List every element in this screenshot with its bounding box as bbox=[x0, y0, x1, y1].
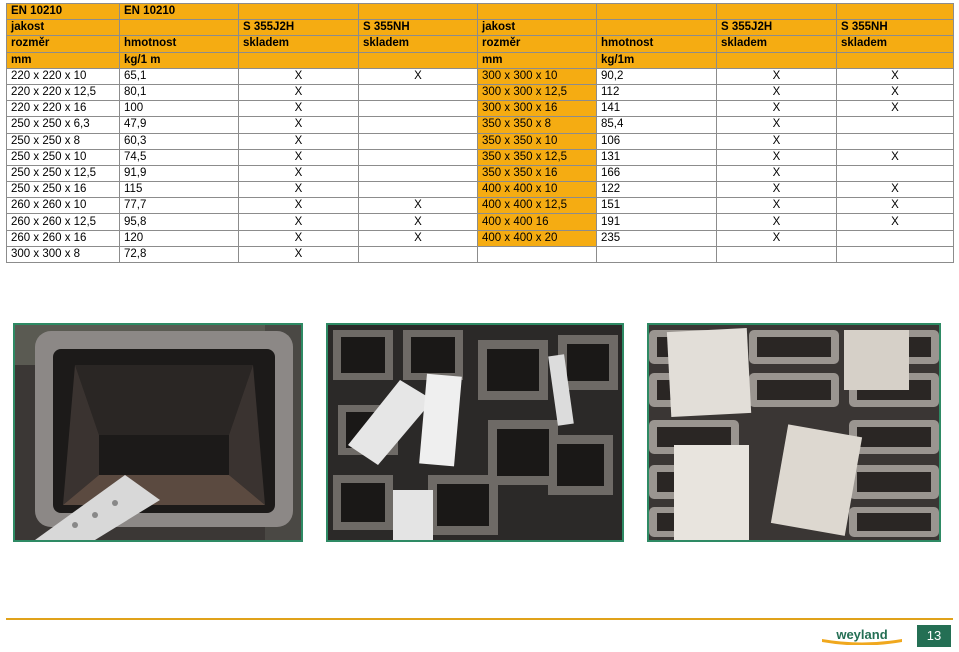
header-cell: S 355NH bbox=[837, 20, 954, 36]
table-cell: 141 bbox=[597, 101, 717, 117]
header-row bbox=[7, 20, 954, 36]
table-cell bbox=[359, 246, 478, 262]
table-row bbox=[7, 165, 954, 181]
table-cell: X bbox=[717, 149, 837, 165]
header-cell: rozměr bbox=[478, 36, 597, 52]
table-cell: 151 bbox=[597, 198, 717, 214]
table-cell: 122 bbox=[597, 182, 717, 198]
table-cell: 400 x 400 x 12,5 bbox=[478, 198, 597, 214]
table-row bbox=[7, 101, 954, 117]
table-cell: X bbox=[239, 117, 359, 133]
table-cell bbox=[359, 84, 478, 100]
table-cell: X bbox=[837, 198, 954, 214]
header-cell: skladem bbox=[717, 36, 837, 52]
table-cell: 400 x 400 16 bbox=[478, 214, 597, 230]
table-cell: X bbox=[717, 198, 837, 214]
header-cell bbox=[239, 52, 359, 68]
table-cell bbox=[837, 133, 954, 149]
header-cell bbox=[478, 4, 597, 20]
table-cell: 300 x 300 x 16 bbox=[478, 101, 597, 117]
table-cell: X bbox=[717, 133, 837, 149]
table-row bbox=[7, 149, 954, 165]
header-cell: kg/1 m bbox=[120, 52, 239, 68]
table-cell: 350 x 350 x 12,5 bbox=[478, 149, 597, 165]
header-cell: S 355J2H bbox=[239, 20, 359, 36]
header-row bbox=[7, 52, 954, 68]
table-cell: X bbox=[717, 165, 837, 181]
photo-tube-stack-with-tags bbox=[326, 323, 624, 542]
table-cell: X bbox=[239, 101, 359, 117]
table-cell: X bbox=[239, 214, 359, 230]
table-cell bbox=[359, 117, 478, 133]
table-cell: X bbox=[837, 101, 954, 117]
table-row bbox=[7, 182, 954, 198]
table-cell: 166 bbox=[597, 165, 717, 181]
table-cell: 95,8 bbox=[120, 214, 239, 230]
photo-square-tube-end bbox=[13, 323, 303, 542]
table-cell bbox=[478, 246, 597, 262]
table-cell: X bbox=[717, 101, 837, 117]
table-cell bbox=[359, 133, 478, 149]
table-cell: 400 x 400 x 10 bbox=[478, 182, 597, 198]
header-cell bbox=[837, 4, 954, 20]
table-cell bbox=[837, 117, 954, 133]
header-cell: jakost bbox=[478, 20, 597, 36]
header-cell: hmotnost bbox=[597, 36, 717, 52]
header-cell: kg/1m bbox=[597, 52, 717, 68]
table-row bbox=[7, 133, 954, 149]
table-cell: X bbox=[239, 246, 359, 262]
header-cell bbox=[239, 4, 359, 20]
svg-text:weyland: weyland bbox=[836, 627, 888, 642]
header-cell bbox=[717, 52, 837, 68]
table-row bbox=[7, 214, 954, 230]
table-cell: 220 x 220 x 10 bbox=[7, 68, 120, 84]
table-cell: X bbox=[837, 149, 954, 165]
header-cell bbox=[120, 20, 239, 36]
table-cell: 90,2 bbox=[597, 68, 717, 84]
header-cell bbox=[837, 52, 954, 68]
table-cell: 300 x 300 x 8 bbox=[7, 246, 120, 262]
table-cell: 350 x 350 x 10 bbox=[478, 133, 597, 149]
table-cell bbox=[359, 101, 478, 117]
table-cell: X bbox=[239, 230, 359, 246]
table-cell: X bbox=[239, 198, 359, 214]
table-row bbox=[7, 230, 954, 246]
table-cell bbox=[837, 246, 954, 262]
table-cell: X bbox=[239, 84, 359, 100]
table-cell: 74,5 bbox=[120, 149, 239, 165]
header-cell bbox=[597, 20, 717, 36]
table-cell: 100 bbox=[120, 101, 239, 117]
table-row bbox=[7, 198, 954, 214]
table-cell: X bbox=[359, 214, 478, 230]
table-cell: 260 x 260 x 10 bbox=[7, 198, 120, 214]
table-cell: X bbox=[837, 214, 954, 230]
table-cell: X bbox=[239, 165, 359, 181]
table-cell: 65,1 bbox=[120, 68, 239, 84]
table-cell bbox=[837, 165, 954, 181]
table-cell: 131 bbox=[597, 149, 717, 165]
table-cell: 250 x 250 x 6,3 bbox=[7, 117, 120, 133]
table-cell bbox=[359, 149, 478, 165]
table-cell: 220 x 220 x 16 bbox=[7, 101, 120, 117]
table-cell: 300 x 300 x 10 bbox=[478, 68, 597, 84]
header-cell: skladem bbox=[837, 36, 954, 52]
table-cell: 47,9 bbox=[120, 117, 239, 133]
table-cell: 300 x 300 x 12,5 bbox=[478, 84, 597, 100]
footer-rule bbox=[6, 618, 953, 620]
header-cell: hmotnost bbox=[120, 36, 239, 52]
table-cell: X bbox=[359, 198, 478, 214]
table-cell: X bbox=[359, 230, 478, 246]
table-cell bbox=[717, 246, 837, 262]
table-row bbox=[7, 84, 954, 100]
header-cell: jakost bbox=[7, 20, 120, 36]
table-cell: X bbox=[239, 68, 359, 84]
table-cell: 260 x 260 x 16 bbox=[7, 230, 120, 246]
table-cell: X bbox=[837, 68, 954, 84]
table-cell: X bbox=[359, 68, 478, 84]
header-row bbox=[7, 4, 954, 20]
table-cell bbox=[837, 230, 954, 246]
table-cell: 80,1 bbox=[120, 84, 239, 100]
table-cell: X bbox=[717, 117, 837, 133]
table-cell: 250 x 250 x 12,5 bbox=[7, 165, 120, 181]
table-cell: 350 x 350 x 8 bbox=[478, 117, 597, 133]
table-cell: 91,9 bbox=[120, 165, 239, 181]
table-cell: 250 x 250 x 8 bbox=[7, 133, 120, 149]
steel-profile-table bbox=[6, 3, 954, 263]
header-cell: skladem bbox=[359, 36, 478, 52]
table-cell: X bbox=[239, 133, 359, 149]
header-cell: S 355J2H bbox=[717, 20, 837, 36]
header-cell: mm bbox=[7, 52, 120, 68]
table-cell: 250 x 250 x 10 bbox=[7, 149, 120, 165]
header-cell bbox=[717, 4, 837, 20]
table-cell: X bbox=[717, 68, 837, 84]
table-cell: 220 x 220 x 12,5 bbox=[7, 84, 120, 100]
header-cell: skladem bbox=[239, 36, 359, 52]
table-row bbox=[7, 68, 954, 84]
table-cell: 112 bbox=[597, 84, 717, 100]
header-cell: mm bbox=[478, 52, 597, 68]
table-cell: 235 bbox=[597, 230, 717, 246]
table-cell: 120 bbox=[120, 230, 239, 246]
table-cell: 250 x 250 x 16 bbox=[7, 182, 120, 198]
header-cell bbox=[359, 4, 478, 20]
table-cell: X bbox=[239, 182, 359, 198]
table-cell: 115 bbox=[120, 182, 239, 198]
table-cell: X bbox=[717, 214, 837, 230]
table-cell: 77,7 bbox=[120, 198, 239, 214]
table-cell: 72,8 bbox=[120, 246, 239, 262]
table-cell: X bbox=[717, 182, 837, 198]
table-cell: X bbox=[239, 149, 359, 165]
table-cell bbox=[359, 165, 478, 181]
table-cell: X bbox=[717, 84, 837, 100]
table-cell bbox=[359, 182, 478, 198]
header-cell bbox=[597, 4, 717, 20]
weyland-logo bbox=[818, 627, 906, 645]
table-cell: 260 x 260 x 12,5 bbox=[7, 214, 120, 230]
table-cell: 400 x 400 x 20 bbox=[478, 230, 597, 246]
table-cell: 60,3 bbox=[120, 133, 239, 149]
header-row bbox=[7, 36, 954, 52]
table-cell: 106 bbox=[597, 133, 717, 149]
table-row bbox=[7, 117, 954, 133]
header-cell: S 355NH bbox=[359, 20, 478, 36]
header-cell: rozměr bbox=[7, 36, 120, 52]
table-cell: 85,4 bbox=[597, 117, 717, 133]
table-cell: X bbox=[837, 84, 954, 100]
table-row bbox=[7, 246, 954, 262]
header-cell: EN 10210 bbox=[120, 4, 239, 20]
table-cell: X bbox=[717, 230, 837, 246]
table-cell bbox=[597, 246, 717, 262]
header-cell: EN 10210 bbox=[7, 4, 120, 20]
photo-rectangular-tubes-with-tags bbox=[647, 323, 941, 542]
table-cell: X bbox=[837, 182, 954, 198]
table-cell: 191 bbox=[597, 214, 717, 230]
page-number: 13 bbox=[917, 625, 951, 647]
header-cell bbox=[359, 52, 478, 68]
table-cell: 350 x 350 x 16 bbox=[478, 165, 597, 181]
